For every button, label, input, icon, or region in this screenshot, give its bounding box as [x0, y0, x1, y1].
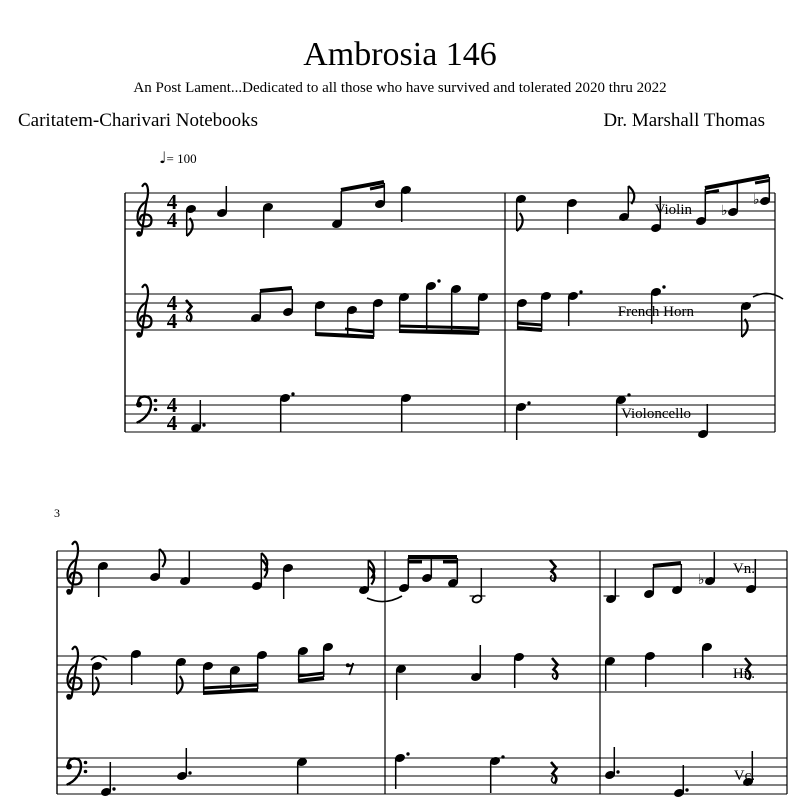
note[interactable] — [98, 561, 109, 597]
beam — [203, 685, 258, 688]
time-signature — [167, 291, 178, 333]
note[interactable] — [283, 563, 294, 599]
svg-text:4: 4 — [166, 190, 178, 214]
note[interactable] — [323, 642, 334, 677]
treble-clef — [66, 647, 81, 699]
instrument-label: Vc. — [733, 768, 755, 784]
note[interactable] — [131, 649, 142, 685]
svg-text:4: 4 — [166, 309, 178, 333]
quarter-rest[interactable] — [551, 762, 557, 784]
note[interactable] — [180, 551, 191, 586]
tie — [753, 293, 783, 299]
flat-accidental: ♭ — [698, 572, 705, 588]
composer-credit: Dr. Marshall Thomas — [603, 110, 765, 131]
note[interactable] — [251, 292, 262, 323]
note[interactable] — [741, 301, 752, 337]
beam — [298, 678, 324, 681]
lyricist-credit: Caritatem-Charivari Notebooks — [18, 110, 259, 131]
beam — [315, 334, 374, 337]
page-subtitle: An Post Lament...Dedicated to all those who have survived and tolerated 2020 thru 2022 — [133, 80, 667, 96]
beam — [370, 186, 384, 189]
beam — [298, 673, 324, 676]
note[interactable] — [721, 182, 738, 219]
note[interactable] — [471, 645, 482, 682]
quarter-rest[interactable] — [552, 658, 558, 680]
beam — [399, 326, 479, 328]
svg-text:4: 4 — [166, 208, 178, 232]
system — [57, 542, 787, 798]
note[interactable] — [698, 404, 709, 439]
note[interactable] — [645, 651, 656, 687]
svg-text:4: 4 — [166, 411, 178, 435]
time-signature — [167, 190, 178, 232]
note[interactable] — [516, 401, 531, 440]
instrument-label: Violoncello — [621, 406, 691, 422]
note[interactable] — [478, 292, 489, 333]
beam — [203, 690, 258, 693]
svg-text:4: 4 — [166, 291, 178, 315]
note[interactable] — [359, 560, 375, 595]
treble-clef — [136, 184, 151, 236]
time-signature — [167, 393, 178, 435]
bass-clef — [66, 759, 87, 785]
bass-clef — [136, 397, 157, 423]
note[interactable] — [332, 191, 343, 229]
note[interactable] — [315, 300, 326, 334]
note[interactable] — [490, 755, 505, 793]
staff — [57, 747, 787, 798]
staff — [57, 542, 787, 604]
instrument-label: Hn. — [732, 666, 755, 682]
instrument-label: Violin — [654, 202, 692, 218]
note[interactable] — [92, 661, 103, 695]
note[interactable] — [605, 747, 620, 780]
note[interactable] — [280, 392, 295, 432]
beam — [517, 328, 542, 330]
flat-accidental: ♭ — [753, 192, 760, 208]
beam — [345, 329, 374, 332]
note[interactable] — [698, 552, 715, 588]
beam — [653, 563, 681, 566]
note[interactable] — [252, 553, 268, 591]
beam — [517, 323, 542, 325]
treble-clef — [66, 542, 81, 594]
treble-clef — [136, 285, 151, 337]
svg-text:4: 4 — [166, 393, 178, 417]
note[interactable] — [176, 657, 187, 694]
note[interactable] — [470, 568, 486, 604]
page-title: Ambrosia 146 — [303, 36, 497, 73]
beam — [399, 331, 479, 333]
note[interactable] — [373, 298, 384, 337]
staff — [57, 642, 787, 700]
note[interactable] — [619, 186, 635, 222]
instrument-label: Vn. — [732, 561, 755, 577]
measure-number: 3 — [54, 506, 60, 520]
tie — [91, 656, 107, 660]
note[interactable] — [674, 765, 689, 798]
eighth-rest[interactable] — [346, 663, 354, 675]
note[interactable] — [541, 291, 552, 330]
note[interactable] — [644, 567, 655, 599]
note[interactable] — [451, 284, 462, 332]
note[interactable] — [696, 189, 707, 226]
note[interactable] — [150, 549, 166, 582]
tempo-marking: ♩= 100 — [159, 148, 197, 167]
note[interactable] — [604, 569, 620, 604]
quarter-note-icon: ♩ — [159, 148, 167, 167]
note[interactable] — [401, 393, 412, 432]
instrument-label: French Horn — [617, 304, 694, 320]
beam — [755, 181, 769, 184]
note[interactable] — [516, 194, 527, 231]
note[interactable] — [422, 557, 433, 583]
note[interactable] — [399, 558, 410, 593]
note[interactable] — [702, 642, 713, 678]
note[interactable] — [426, 279, 441, 331]
flat-accidental: ♭ — [721, 203, 728, 219]
beam — [260, 288, 292, 291]
note[interactable] — [401, 185, 412, 222]
note[interactable] — [396, 664, 407, 700]
